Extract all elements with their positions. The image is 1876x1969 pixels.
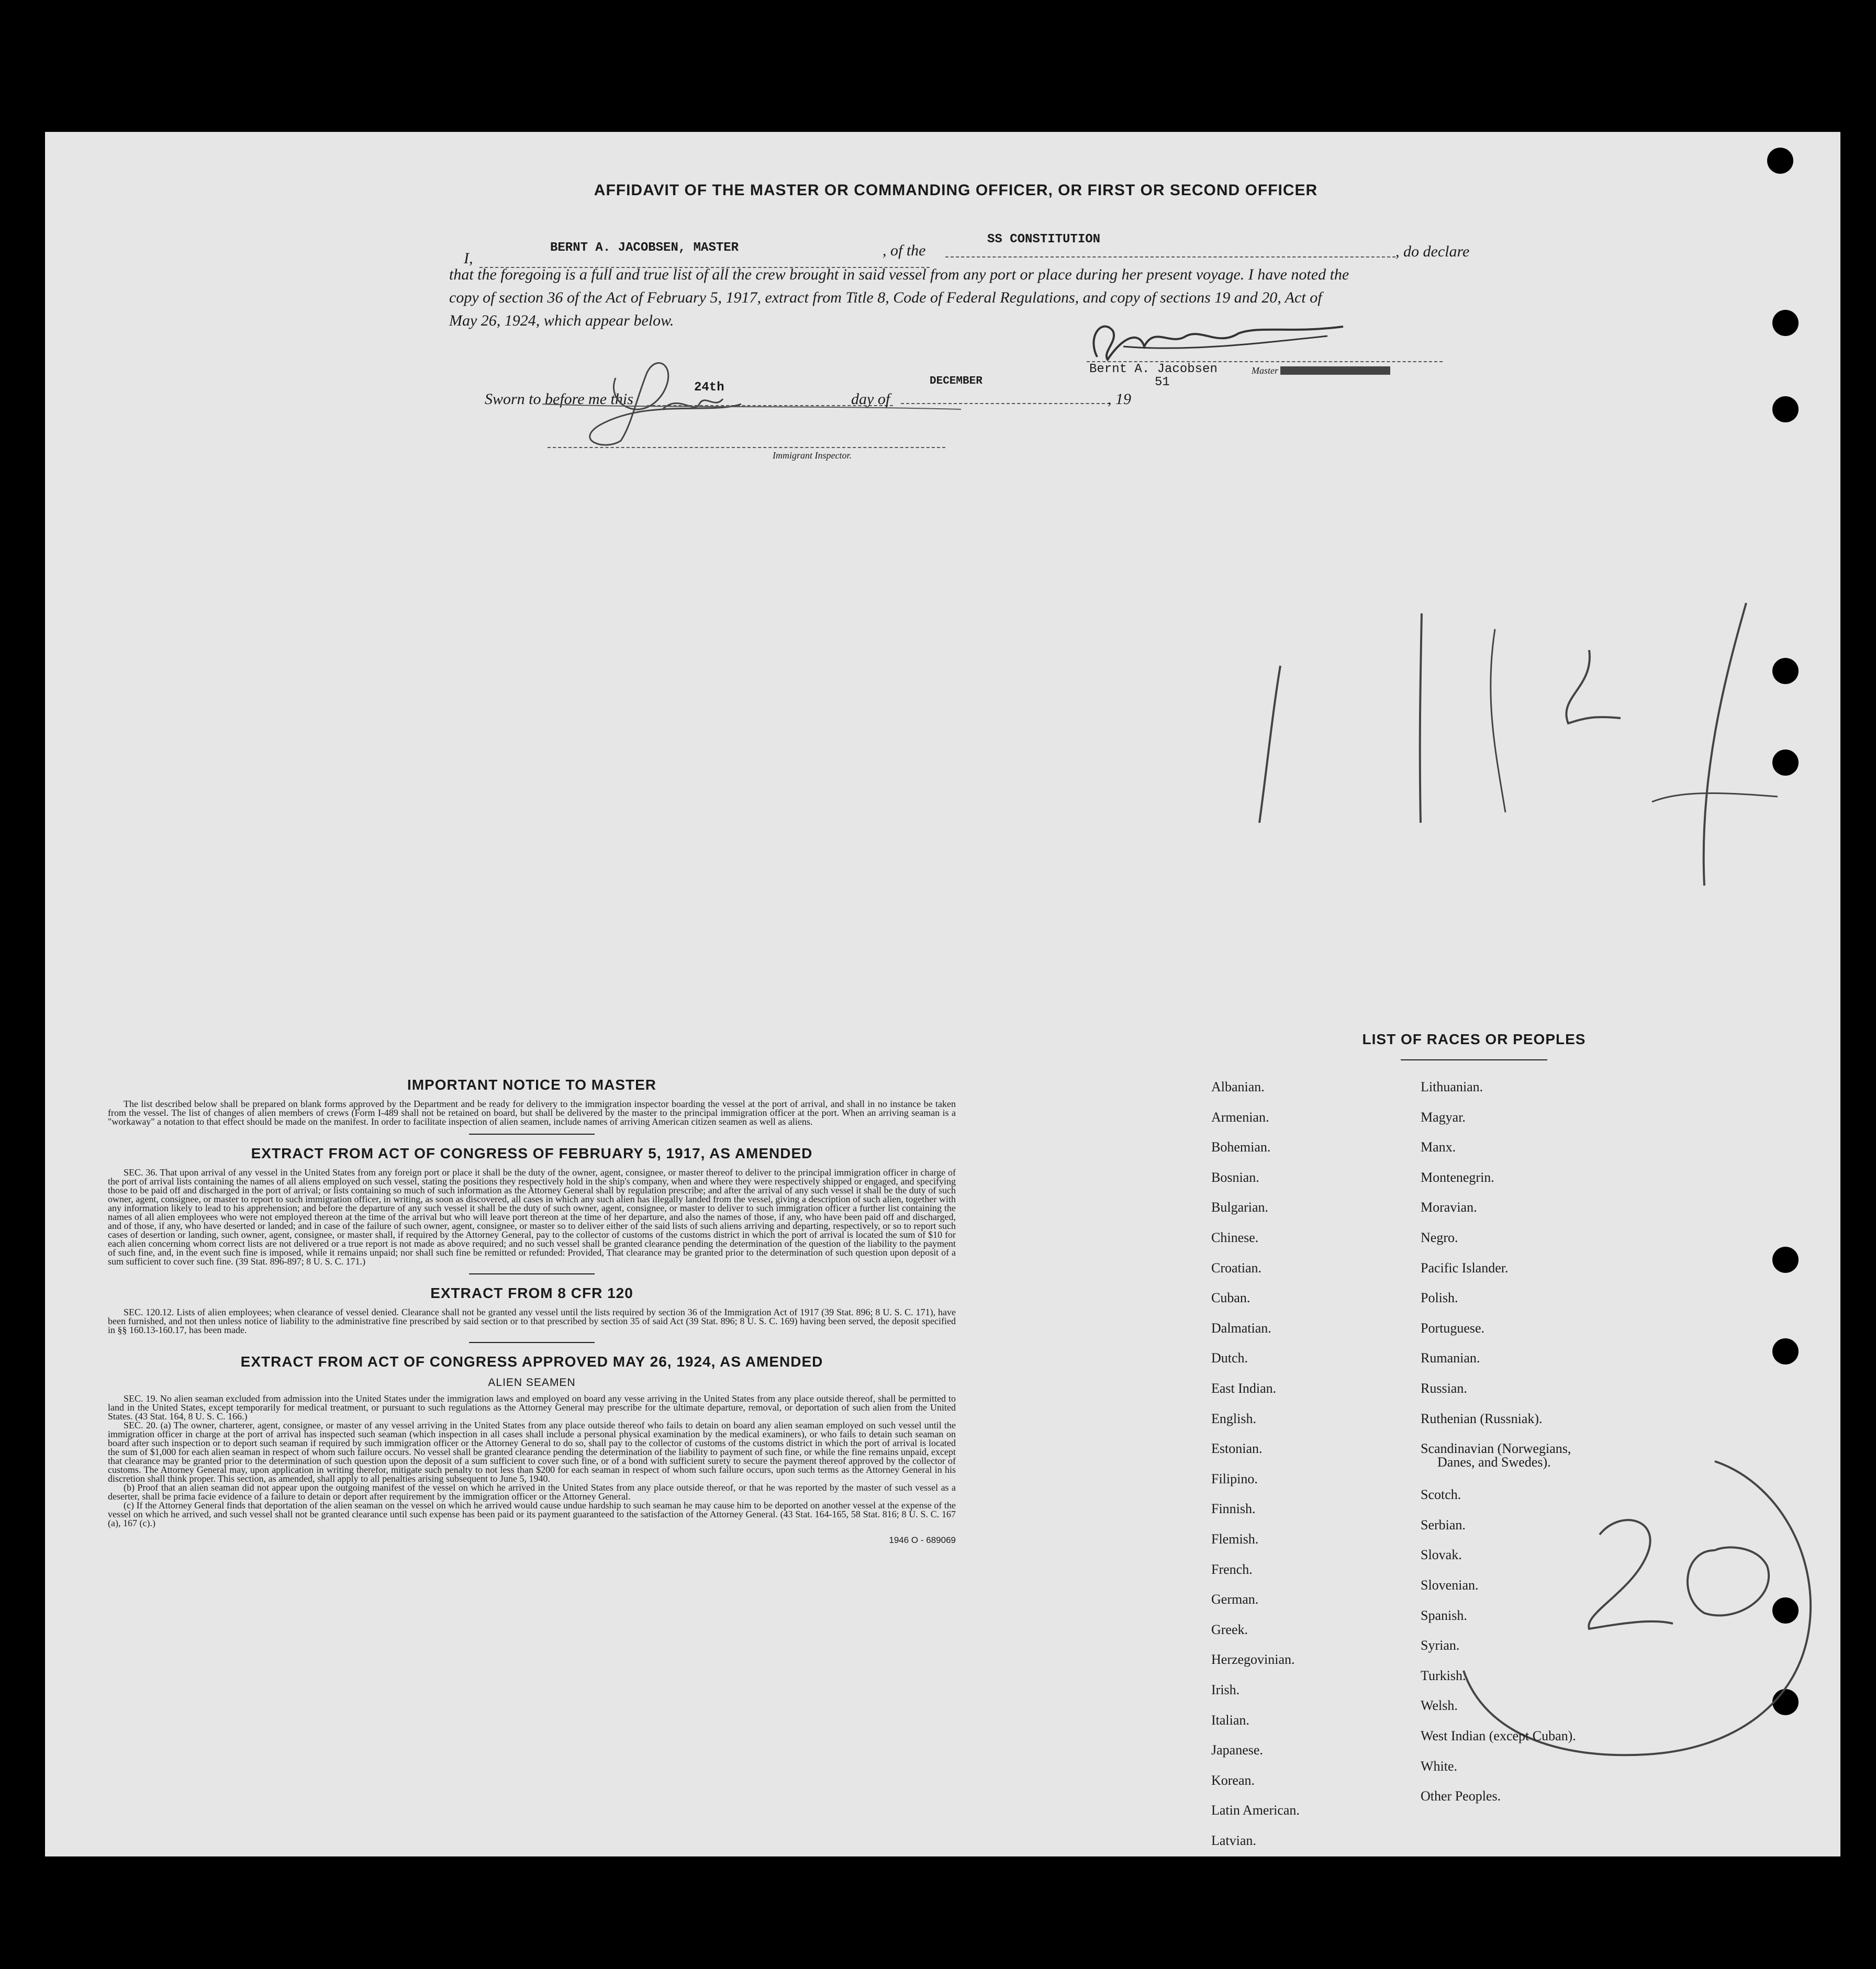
notice-text: The list described below shall be prepared on blank forms approved by the Department and be ready for delivery to the immigration inspector boarding the vessel at the port of arrival, and shall in no instance be taken from the vessel. The list of changes of alien members of crews (Form I-489 shall not be retained on board, but shall be delivered by the master to the principal immigration officer at the port. When an arriving seaman is a "workaway" a notation to that effect should be made on the manifest. In order to facilitate inspection of alien seamen, include names of arriving American citizen seamen as well as aliens. — [108, 1099, 956, 1127]
affidavit-title: AFFIDAVIT OF THE MASTER OR COMMANDING OFFICER, OR FIRST OR SECOND OFFICER — [594, 182, 1318, 199]
notice-section — [108, 1066, 956, 1546]
race-item: Irish. — [1211, 1682, 1240, 1697]
year-prefix: , 19 — [1108, 390, 1131, 408]
of-the-label: , of the — [883, 242, 926, 259]
extract1-text: SEC. 36. That upon arrival of any vessel in the United States from any foreign port or place it shall be the duty of the owner, agent, consignee, or master thereof to deliver to the principal immigration officer in charge of the port of arrival lists containing the names of all aliens employed on such vessel, stating the positions they respectively hold in the ship's company, when and where they were respectively shipped or engaged, and specifying those to be paid off and discharged in the port of arrival; or lists containing so much of such information as the Attorney General shall by regulation prescribe; and after the arrival of any such vessel it shall be the duty of such owner, agent, consignee, or master to report to such immigration officer, in writing, as soon as discovered, all cases in which any such alien has illegally landed from the vessel, giving a description of such alien, together with any information likely to lead to his apprehension; and before the departure of any such vessel it shall be the duty of such owner, agent, consignee, or master to deliver to such immigration officer a further list containing the names of all alien employees who were not employed thereon at the time of the arrival but who will leave port thereon at the time of her departure, and also the names of those, if any, who have been paid off and discharged, and of those, if any, who have deserted or landed; and in case of the failure of such owner, agent, consignee, or master so to deliver either of the said lists of such aliens arriving and departing, respectively, or so to report such cases of desertion or landing, such owner, agent, consignee, or master shall, if required by the Attorney General, pay to the collector of customs of the customs district in which the port of arrival is located the sum of $10 for each alien concerning whom correct lists are not delivered or a true report is not made as above required; and no such vessel shall be granted clearance pending the determination of the question of the liability to the payment of such fine, and, in the event such fine is imposed, while it remains unpaid; nor shall such fine be remitted or refunded: Provided, That clearance may be granted prior to the determination of such question upon deposit of a sum sufficient to cover such fine. (39 Stat. 896-897; 8 U. S. C. 171.) — [108, 1167, 956, 1267]
race-item: Serbian. — [1421, 1517, 1466, 1532]
race-item: Armenian. — [1211, 1109, 1269, 1125]
day-of-label: day of — [851, 390, 890, 408]
notice-title: IMPORTANT NOTICE TO MASTER — [407, 1077, 657, 1093]
race-item: Polish. — [1421, 1290, 1458, 1306]
do-declare-label: , do declare — [1395, 243, 1470, 260]
handwritten-date-drawing — [1223, 592, 1788, 969]
race-item: Syrian. — [1421, 1638, 1460, 1653]
race-item: Other Peoples. — [1421, 1788, 1501, 1804]
affidavit-body-line-3: May 26, 1924, which appear below. — [449, 312, 674, 329]
declarant-pronoun: I, — [464, 250, 473, 267]
race-item: Herzegovinian. — [1211, 1652, 1295, 1668]
race-item: Filipino. — [1211, 1471, 1258, 1486]
race-item: Pacific Islander. — [1421, 1260, 1509, 1276]
extract1-title: EXTRACT FROM ACT OF CONGRESS OF FEBRUARY 5, 1917, AS AMENDED — [251, 1145, 813, 1161]
race-item: Spanish. — [1421, 1607, 1467, 1623]
punch-hole — [1772, 1338, 1799, 1364]
race-item: Portuguese. — [1421, 1320, 1485, 1336]
race-item: Greek. — [1211, 1621, 1248, 1637]
extract3-subtitle: ALIEN SEAMEN — [488, 1377, 576, 1389]
affidavit-body-line-1: that the foregoing is a full and true list of all the crew brought in said vessel from any port or place during her present voyage. I have noted the — [449, 266, 1349, 283]
race-item: Estonian. — [1211, 1441, 1263, 1457]
master-label: Master — [1252, 365, 1278, 376]
race-item: East Indian. — [1211, 1381, 1277, 1396]
race-item: Italian. — [1211, 1712, 1249, 1728]
race-item: Albanian. — [1211, 1079, 1265, 1094]
circled-20-drawing — [1401, 1440, 1830, 1765]
year-suffix: 51 — [1155, 375, 1170, 389]
punch-hole — [1772, 310, 1799, 336]
race-item: French. — [1211, 1561, 1253, 1577]
declarant-name: BERNT A. JACOBSEN, MASTER — [550, 241, 739, 255]
races-divider — [1401, 1059, 1547, 1060]
race-item: Scotch. — [1421, 1487, 1461, 1503]
race-item: Lithuanian. — [1421, 1079, 1483, 1094]
extract3-sec20b: (b) Proof that an alien seaman did not appear upon the outgoing manifest of the vessel on which he arrived in the United States from any place outside thereof, or that he was reported by the master of such vessel as a deserter, shall be prima facie evidence of a failure to detain or deport after requirement by the immigration officer or the Attorney General. — [108, 1482, 956, 1502]
race-item: Danes, and Swedes). — [1437, 1455, 1551, 1470]
race-item: West Indian (except Cuban). — [1421, 1728, 1576, 1743]
race-item: Russian. — [1421, 1381, 1467, 1396]
race-item: Rumanian. — [1421, 1350, 1480, 1366]
race-item: Latin American. — [1211, 1803, 1300, 1818]
race-item: Bosnian. — [1211, 1169, 1259, 1185]
race-item: Latvian. — [1211, 1833, 1256, 1848]
master-typed-name: Bernt A. Jacobsen — [1089, 362, 1218, 376]
printer-code: 1946 O - 689069 — [889, 1535, 956, 1545]
extract3-sec19: SEC. 19. No alien seaman excluded from admission into the United States under the immigration laws and employed on board any vesse arriving in the United States from any place outside thereof, shall be permitted to land in the United States, except temporarily for medical treatment, or pursuant to such regulations as the Attorney General may prescribe for the ultimate departure, removal, or deportation of such alien from the United States. (43 Stat. 164, 8 U. S. C. 166.) — [108, 1393, 956, 1422]
race-item: Slovenian. — [1421, 1578, 1479, 1593]
section-divider — [469, 1134, 595, 1135]
document-page — [45, 132, 1840, 1856]
punch-hole — [1772, 396, 1799, 422]
extract3-sec20a: SEC. 20. (a) The owner, charterer, agent, consignee, or master of any vessel arriving in the United States from any place outside thereof who fails to detain on board any alien seaman employed on such vessel until the immigration officer in charge at the port of arrival has inspected such seaman (which inspection in all cases shall include a personal physical examination by the medical examiners), or who fails to detain such seaman on board after such inspection or to deport such seaman if required by such immigration officer or the Attorney General to do so, shall pay to the collector of customs of the customs district in which the port of arrival is located the sum of $1,000 for each alien seaman in respect of whom such failure occurs. No vessel shall be granted clearance pending the determination of the liability to payment of such fine, or while the fine remains unpaid, except that clearance may be granted prior to the determination of such question upon the deposit of a sum sufficient to cover such fine, or of a bond with sufficient surety to secure the payment thereof approved by the collector of customs. The Attorney General may, upon application in writing therefor, mitigate such penalty to not less than $200 for each seaman in respect of whom such failure occurs, upon such terms as the Attorney General in his discretion shall think proper. This section, as amended, shall apply to all penalties arising subsequent to June 5, 1940. — [108, 1420, 956, 1484]
vessel-line — [945, 256, 1395, 258]
race-item: Cuban. — [1211, 1290, 1250, 1306]
inspector-label: Immigrant Inspector. — [773, 450, 852, 461]
race-item: Bohemian. — [1211, 1139, 1271, 1155]
race-item: Chinese. — [1211, 1230, 1259, 1245]
sworn-label: Sworn to before me this — [485, 390, 633, 408]
race-item: Dutch. — [1211, 1350, 1248, 1366]
race-item: Dalmatian. — [1211, 1320, 1271, 1336]
inspector-signature — [542, 346, 972, 456]
race-item: Manx. — [1421, 1139, 1456, 1155]
extract3-sec20c: (c) If the Attorney General finds that deportation of the alien seaman on the vessel on which he arrived would cause undue hardship to such seaman he may cause him to be deported on another vessel at the expense of the vessel on which he arrived, and such vessel shall not be granted clearance until such expense has been paid or its payment guaranteed to the satisfaction of the Attorney General. (43 Stat. 164-165, 58 Stat. 816; 8 U. S. C. 167 (a), 167 (c).) — [108, 1500, 956, 1528]
section-divider — [469, 1273, 595, 1274]
sworn-month: DECEMBER — [930, 375, 982, 387]
section-divider — [469, 1342, 595, 1343]
race-item: German. — [1211, 1592, 1259, 1607]
race-item: Ruthenian (Russniak). — [1421, 1411, 1543, 1426]
race-item: Japanese. — [1211, 1742, 1263, 1758]
vessel-name: SS CONSTITUTION — [987, 232, 1101, 247]
race-item: Scandinavian (Norwegians, — [1421, 1441, 1571, 1457]
race-item: English. — [1211, 1411, 1256, 1426]
struck-out-title — [1280, 366, 1390, 375]
race-item: Magyar. — [1421, 1109, 1466, 1125]
race-item: Negro. — [1421, 1230, 1458, 1245]
punch-hole — [1772, 1247, 1799, 1273]
extract2-title: EXTRACT FROM 8 CFR 120 — [430, 1285, 633, 1301]
races-title: LIST OF RACES OR PEOPLES — [1362, 1031, 1586, 1047]
race-item: Korean. — [1211, 1772, 1255, 1788]
punch-hole — [1767, 148, 1793, 174]
race-item: Moravian. — [1421, 1200, 1477, 1215]
sworn-day: 24th — [694, 381, 724, 395]
race-item: White. — [1421, 1758, 1458, 1774]
race-item: Croatian. — [1211, 1260, 1262, 1276]
race-item: Welsh. — [1421, 1698, 1458, 1714]
race-item: Montenegrin. — [1421, 1169, 1494, 1185]
race-item: Finnish. — [1211, 1501, 1256, 1517]
extract3-title: EXTRACT FROM ACT OF CONGRESS APPROVED MAY 26, 1924, AS AMENDED — [240, 1353, 823, 1370]
extract2-text: SEC. 120.12. Lists of alien employees; when clearance of vessel denied. Clearance shall not be granted any vessel until the lists required by section 36 of the Immigration Act of 1917 (39 Stat. 896; 8 U. S. C. 171), have been furnished, and not then unless notice of liability to the administrative fine prescribed by said section or to that prescribed by section 35 of said Act (39 Stat. 896; 8 U. S. C. 169) having been served, the deposit specified in §§ 160.13-160.17, has been made. — [108, 1307, 956, 1335]
inspector-line — [548, 447, 945, 448]
race-item: Turkish. — [1421, 1668, 1466, 1683]
race-item: Flemish. — [1211, 1531, 1259, 1547]
race-item: Bulgarian. — [1211, 1200, 1269, 1215]
race-item: Slovak. — [1421, 1547, 1462, 1563]
affidavit-body-line-2: copy of section 36 of the Act of February 5, 1917, extract from Title 8, Code of Federal Regulations, and copy of sections 19 and 20, Act of — [449, 289, 1322, 306]
